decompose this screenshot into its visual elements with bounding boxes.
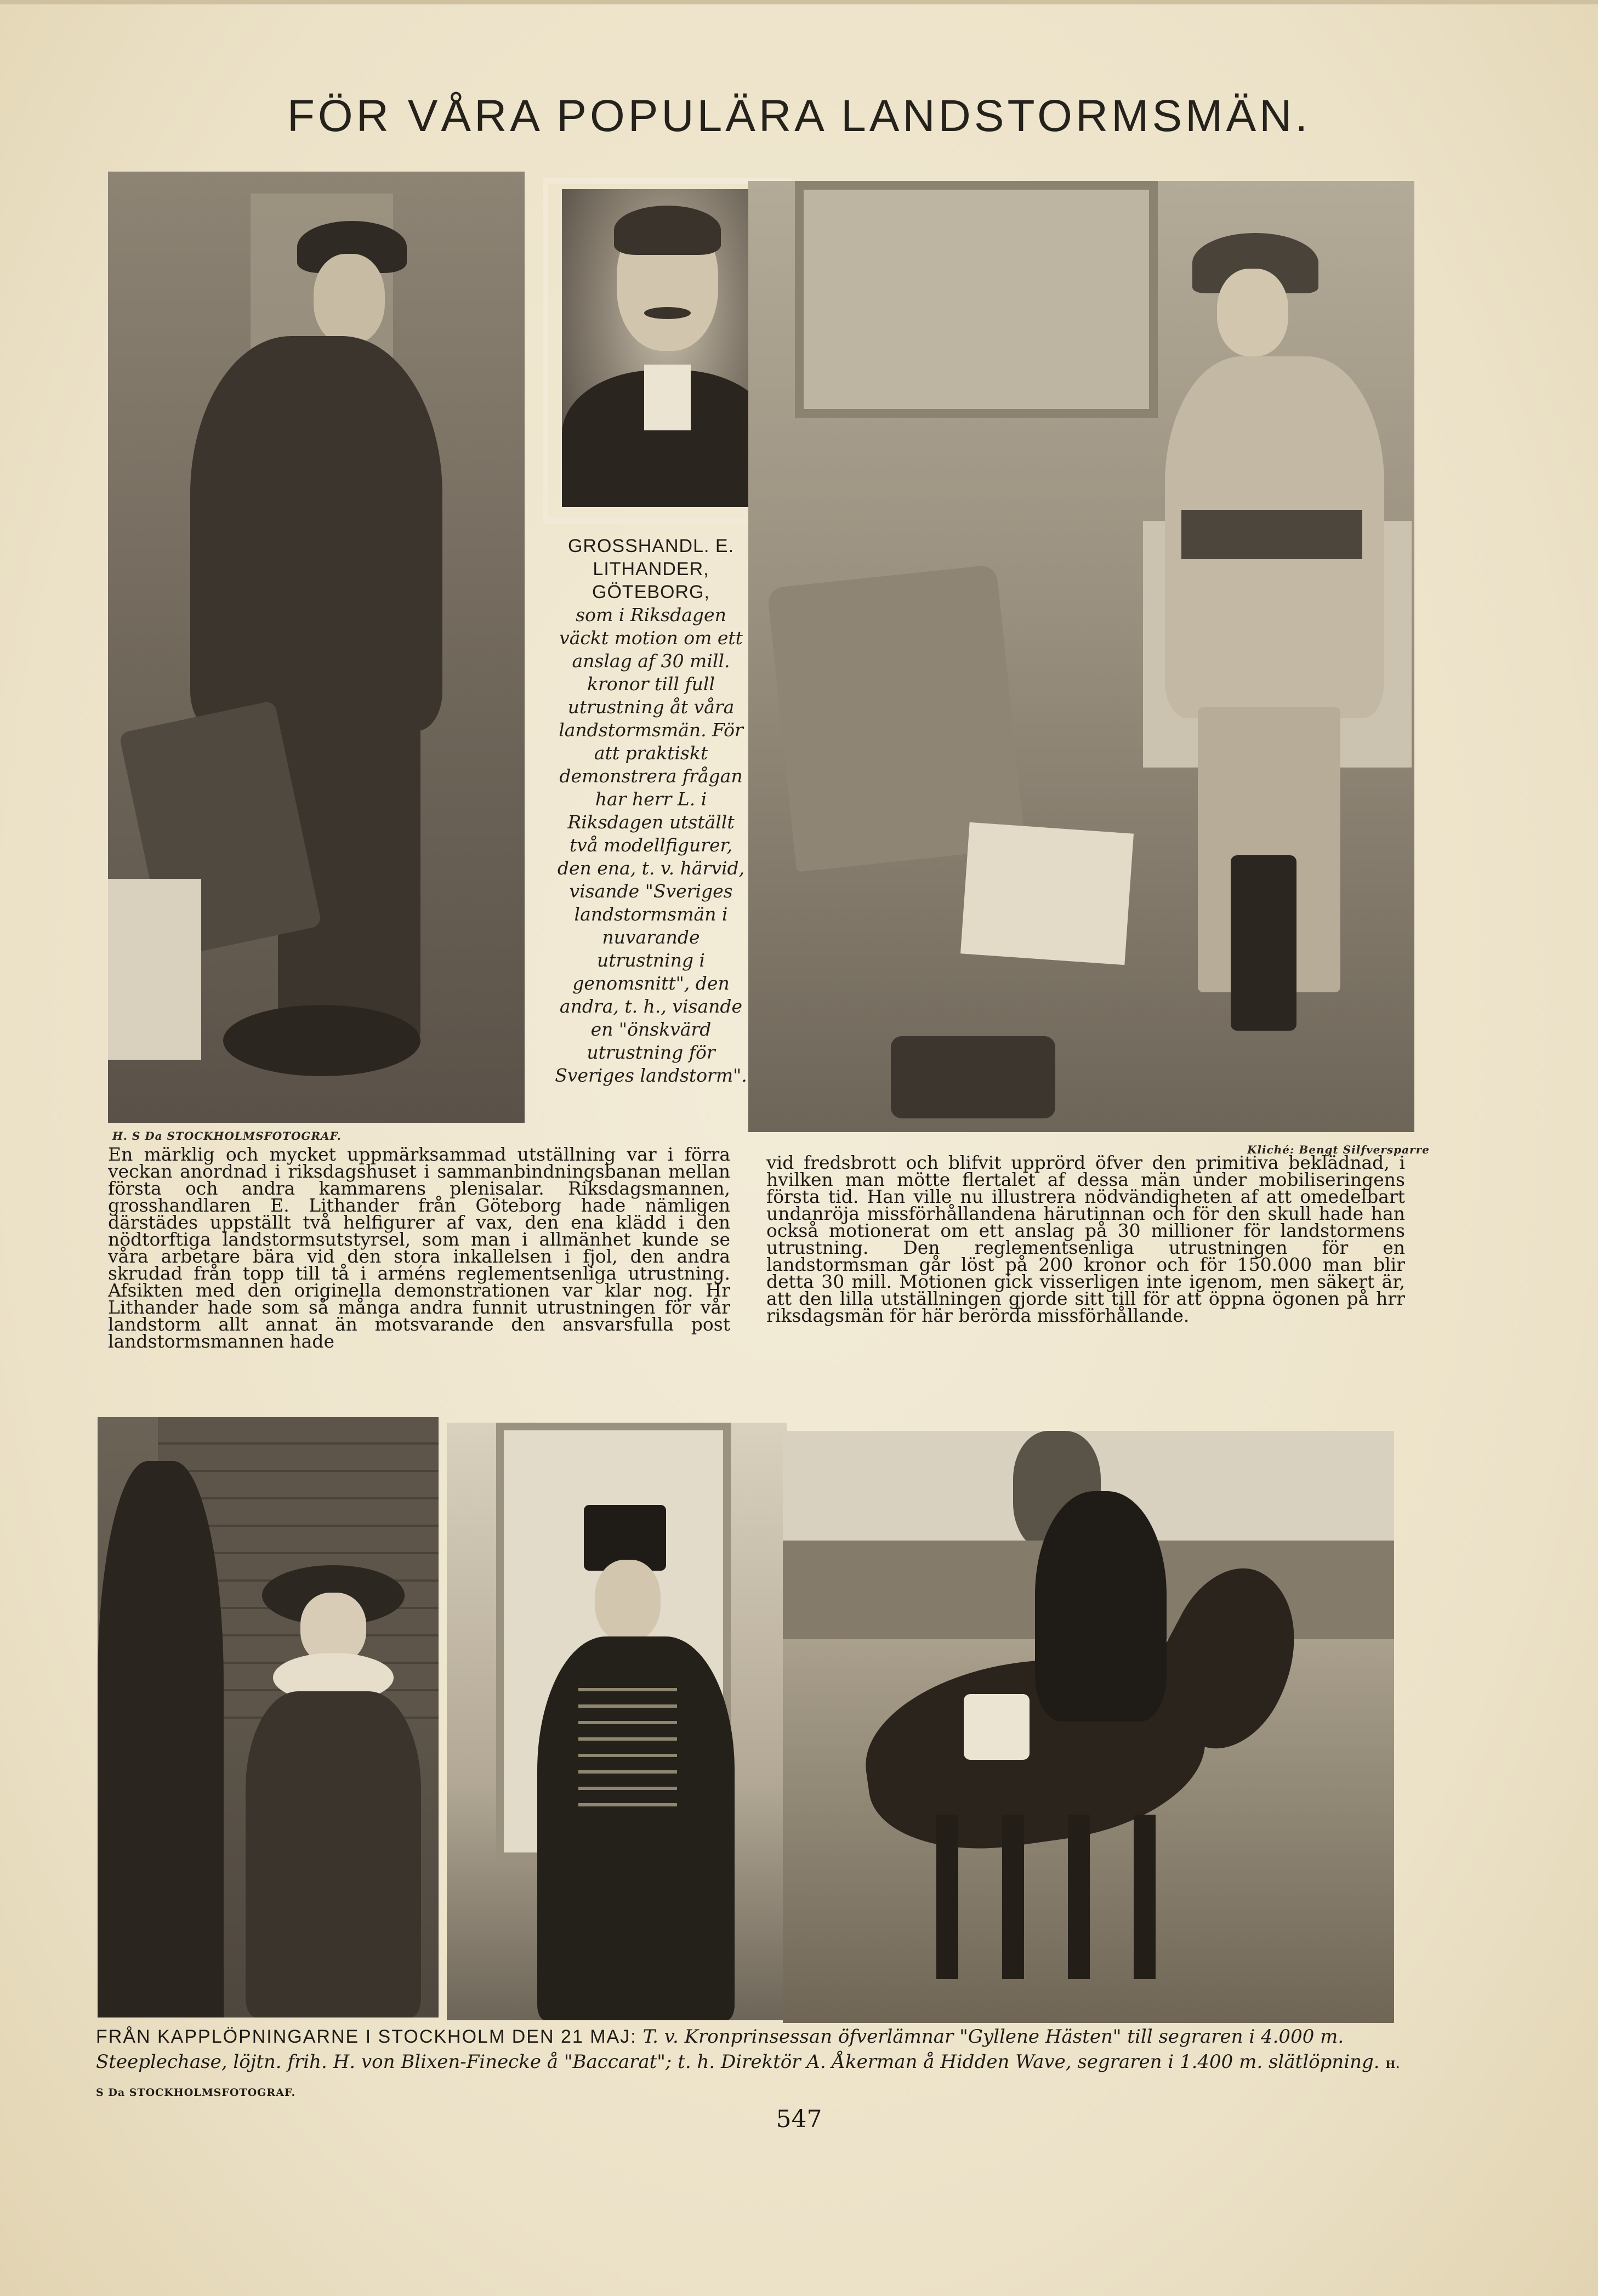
photo-crown-princess [98, 1417, 439, 2017]
caption-head: GROSSHANDL. E. LITHANDER, GÖTEBORG, [567, 536, 735, 603]
page-number: 547 [776, 2105, 822, 2133]
saddle-cloth [964, 1694, 1030, 1760]
horse-legs [892, 1815, 1199, 1979]
article-column-right: vid fredsbrott och blifvit upprörd öfver den primitiva beklädnad, i hvilken man mötte flertalet af dessa män under mobiliseringens första tid. Han ville nu illustrera nödvändigheten af att omedelbart undanröja missförhållandena härutinnan och för den skull hade han också motionerat om ett anslag på 30 millioner för landstormens utrustning. Den reglementsenliga utrustningen för en landstormsman går löst på 200 kronor och för 150.000 man blir detta 30 mill. Motionen gick visserligen inte igenom, men säkert är, att den lilla utställningen gjorde sitt till för att öppna ögonen på hrr riksdagsmän för här berörda missförhållande. [766, 1152, 1405, 1326]
floor-items [891, 1036, 1055, 1118]
officer-face [595, 1560, 661, 1642]
photo-credit-right: Kliché: Bengt Silfversparre [1247, 1143, 1430, 1156]
article-column-left: En märklig och mycket uppmärksammad utställning var i förra veckan anordnad i riksdagshuset i sammanbindningsbanan mellan första och andra kammarens plenisalar. Riksdagsmannen, grosshandlaren E. Lithander från Göteborg hade nämligen därstädes uppställt två helfigurer af vax, den ena klädd i den nödtorftiga landstormsutstyrsel, som man i allmänhet kunde se våra arbetare bära vid den stora inkallelsen i fjol, den andra skrudad från topp till tå i arméns reglementsenliga utrustning. Afsikten med den originella demonstrationen var klar nog. Hr Lithander hade som så många andra funnit utrustningen för vår landstorm allt annat än motsvarande den ansvarsfulla post landstormsmannen hade [108, 1144, 730, 1352]
placard-right [960, 822, 1134, 965]
rider [1035, 1491, 1167, 1721]
uniform-braiding [578, 1675, 677, 1817]
photo-credit-bottom: H. S Da STOCKHOLMSFOTOGRAF. [96, 2059, 1400, 2099]
man-in-coat [98, 1461, 224, 2017]
caption-body: som i Riksdagen väckt motion om ett anslag af 30 mill. kronor till full utrustning åt våra landstormsmän. För att praktiskt demonstrera frågan har herr L. i Riksdagen utställt två modellfigurer, den ena, t. v. härvid, visande "Sveriges landstormsmän i nuvarande utrustning i genomsnitt", den andra, t. h., visande en "önskvärd utrustning för Sveriges landstorm". [555, 604, 747, 1086]
soldier-head [1217, 269, 1288, 356]
portrait-caption [554, 535, 748, 1087]
top-edge [0, 0, 1598, 4]
wall-picture-frame [795, 181, 1158, 418]
photo-horse [783, 1431, 1394, 2023]
figure-coat [190, 336, 442, 731]
soldier-belt [1181, 510, 1362, 559]
soldier-boots [1231, 855, 1296, 1031]
placard-left [108, 879, 201, 1060]
figure-pedestal [223, 1005, 420, 1076]
photo-credit-left: H. S Da STOCKHOLMSFOTOGRAF. [112, 1129, 342, 1143]
woman-dress [246, 1691, 421, 2017]
page-title: FÖR VÅRA POPULÄRA LANDSTORMSMÄN. [287, 91, 1311, 141]
bottom-caption [96, 2024, 1403, 2105]
photo-right-figure [748, 181, 1414, 1132]
figure-head [314, 254, 385, 344]
bottom-caption-text: T. v. Kronprinsessan öfverlämnar "Gyllene Hästen" till segraren i 4.000 m. Steeplechase, löjtn. frih. H. von Blixen-Finecke å "Baccarat"; t. h. Direktör A. Åkerman å Hidden Wave, segraren i 1.400 m. slätlöpning. [96, 2026, 1380, 2073]
photo-officer [447, 1423, 787, 2020]
photo-left-figure [108, 172, 525, 1123]
bottom-caption-lead: FRÅN KAPPLÖPNINGARNE I STOCKHOLM DEN 21 MAJ: [96, 2026, 637, 2047]
